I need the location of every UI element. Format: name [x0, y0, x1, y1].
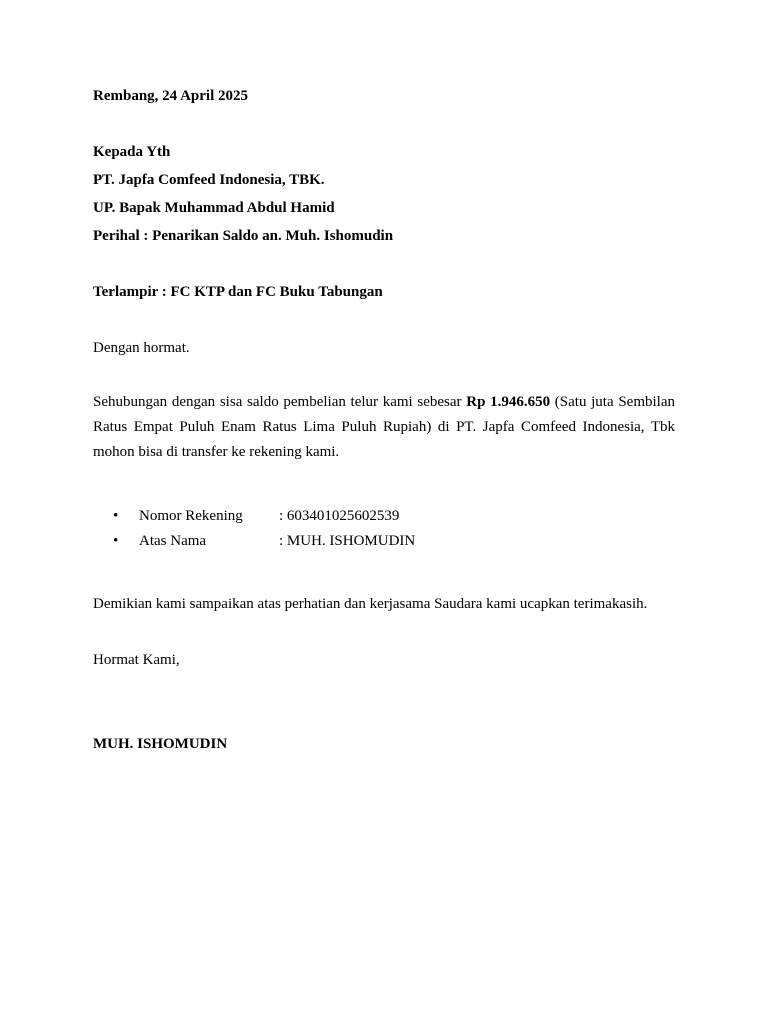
recipient-salutation: Kepada Yth — [93, 144, 171, 160]
recipient-attention: UP. Bapak Muhammad Abdul Hamid — [93, 200, 335, 216]
place-date: Rembang, 24 April 2025 — [93, 88, 249, 104]
amount: Rp 1.946.650 — [466, 394, 551, 410]
detail-label: Nomor Rekening — [139, 508, 243, 524]
letter-subject: Perihal : Penarikan Saldo an. Muh. Ishomudin — [93, 228, 394, 244]
detail-label: Atas Nama — [139, 533, 207, 549]
bullet-icon: • — [113, 508, 119, 524]
attachment-note: Terlampir : FC KTP dan FC Buku Tabungan — [93, 284, 383, 300]
letter-page — [93, 0, 675, 1024]
body-text-after-amount: (Satu juta Sembilan Ratus Empat Puluh Enam Ratus Lima Puluh Rupiah) di PT. Japfa Comfeed Indonesia, Tbk mohon bisa di transfer ke rekening kami. — [93, 394, 675, 460]
body-text-before-amount: Sehubungan dengan sisa saldo pembelian telur kami sebesar — [93, 394, 467, 410]
body-paragraph — [93, 390, 675, 465]
closing: Hormat Kami, — [93, 652, 180, 668]
recipient-company: PT. Japfa Comfeed Indonesia, TBK. — [93, 172, 325, 188]
greeting: Dengan hormat. — [93, 340, 190, 356]
signatory-name: MUH. ISHOMUDIN — [93, 736, 228, 752]
detail-value: : MUH. ISHOMUDIN — [279, 533, 416, 549]
bullet-icon: • — [113, 533, 119, 549]
closing-sentence: Demikian kami sampaikan atas perhatian dan kerjasama Saudara kami ucapkan terimakasih. — [93, 596, 648, 612]
detail-value: : 603401025602539 — [279, 508, 400, 524]
